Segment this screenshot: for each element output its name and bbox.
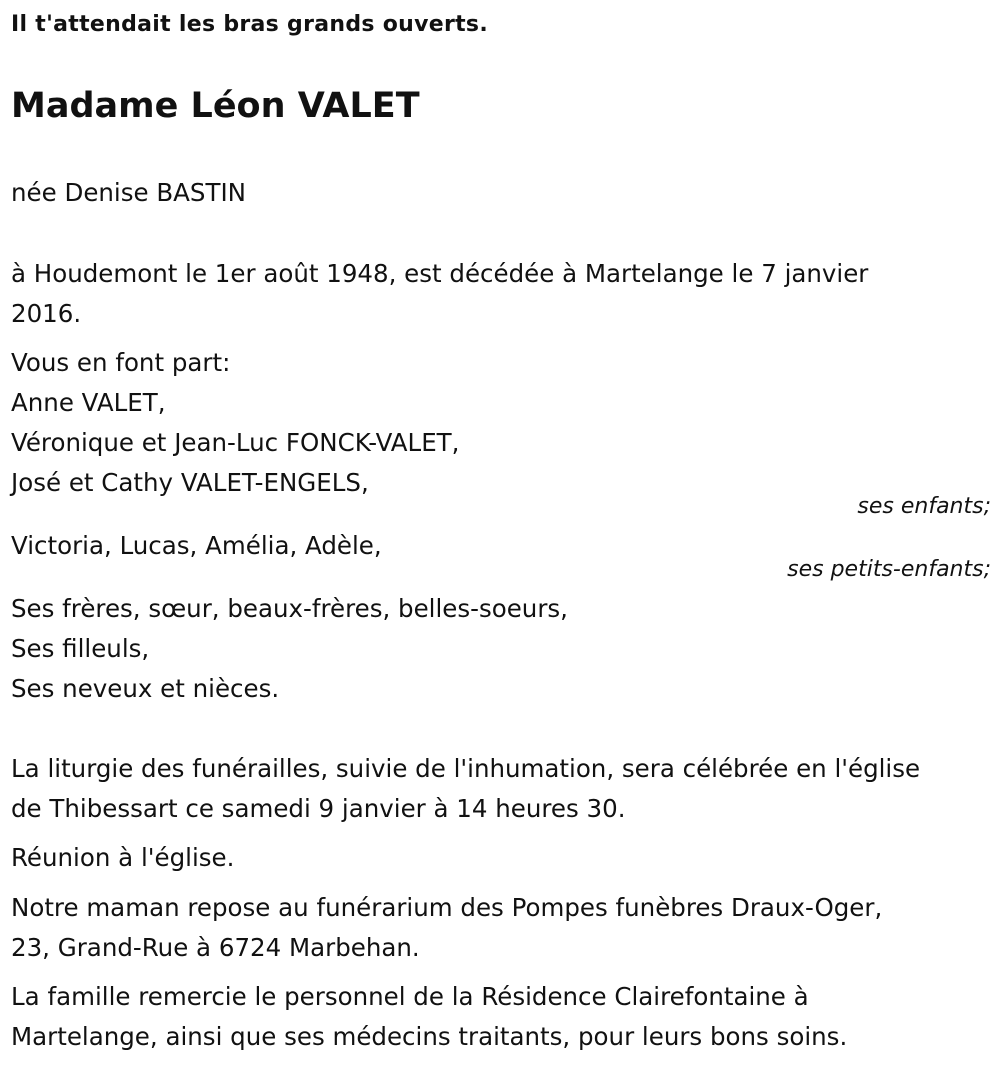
other-relatives: Ses frères, sœur, beaux-frères, belles-soeurs, (11, 594, 568, 623)
rest-line-2: 23, Grand-Rue à 6724 Marbehan. (11, 933, 420, 962)
other-relatives: Ses neveux et nièces. (11, 674, 280, 703)
meeting-note: Réunion à l'église. (11, 843, 235, 872)
epigraph: Il t'attendait les bras grands ouverts. (11, 12, 488, 37)
birth-death-line-2: 2016. (11, 299, 82, 328)
thanks-line-2: Martelange, ainsi que ses médecins traitants, pour leurs bons soins. (11, 1022, 848, 1051)
child-entry: Véronique et Jean-Luc FONCK-VALET, (11, 428, 460, 457)
grandchildren-label: ses petits-enfants; (787, 557, 991, 582)
child-entry: Anne VALET, (11, 388, 166, 417)
child-entry: José et Cathy VALET-ENGELS, (11, 468, 369, 497)
announcers-intro: Vous en font part: (11, 348, 231, 377)
rest-line-1: Notre maman repose au funérarium des Pompes funèbres Draux-Oger, (11, 893, 883, 922)
funeral-line-1: La liturgie des funérailles, suivie de l'inhumation, sera célébrée en l'église (11, 754, 921, 783)
birth-death-line-1: à Houdemont le 1er août 1948, est décédée à Martelange le 7 janvier (11, 259, 869, 288)
grandchildren-list: Victoria, Lucas, Amélia, Adèle, (11, 531, 382, 560)
maiden-name: née Denise BASTIN (11, 178, 246, 207)
funeral-line-2: de Thibessart ce samedi 9 janvier à 14 heures 30. (11, 794, 626, 823)
children-label: ses enfants; (857, 494, 991, 519)
thanks-line-1: La famille remercie le personnel de la Résidence Clairefontaine à (11, 982, 809, 1011)
deceased-name: Madame Léon VALET (11, 86, 420, 126)
other-relatives: Ses filleuls, (11, 634, 150, 663)
